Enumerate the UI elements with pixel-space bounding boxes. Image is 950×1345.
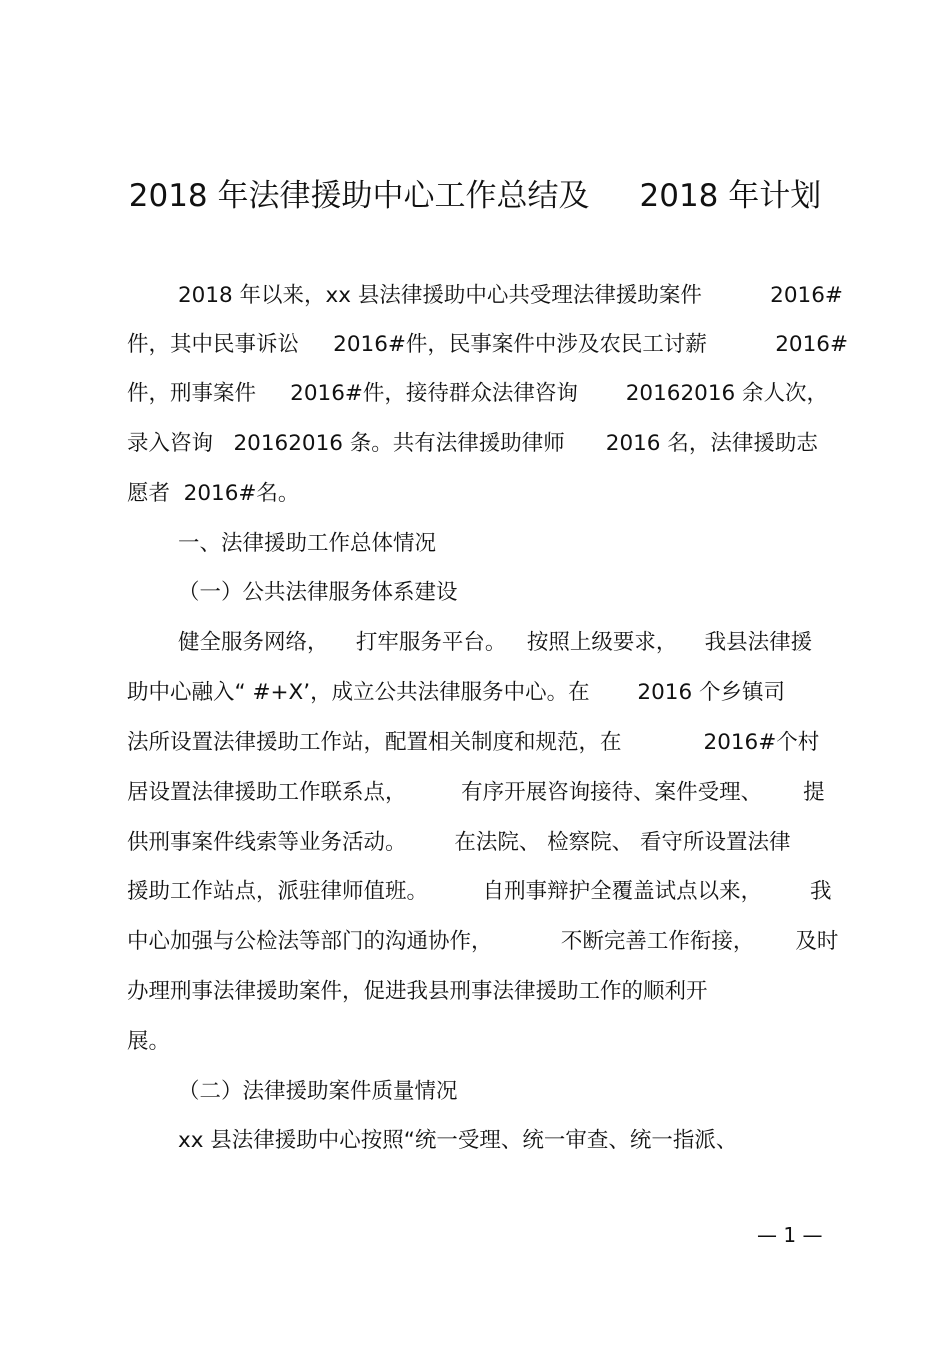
paragraph-line: 愿者 2016#名。 [127, 481, 300, 506]
paragraph-line: 展。 [127, 1029, 171, 1054]
document-title [0, 172, 950, 220]
title-part-1: 2018 年法律援助中心工作总结及 [128, 178, 590, 214]
title-part-2: 2018 年计划 [639, 178, 822, 214]
section-heading: 一、法律援助工作总体情况 [178, 531, 437, 556]
subsection-heading: （一）公共法律服务体系建设 [178, 580, 458, 605]
paragraph-line: 中心加强与公检法等部门的沟通协作， 不断完善工作衔接， 及时 [127, 929, 839, 954]
paragraph-line: 健全服务网络， 打牢服务平台。 按照上级要求， 我县法律援 [178, 630, 813, 655]
paragraph-line: 援助工作站点，派驻律师值班。 自刑事辩护全覆盖试点以来， 我 [127, 879, 832, 904]
paragraph-line: 办理刑事法律援助案件，促进我县刑事法律援助工作的顺利开 [127, 979, 708, 1004]
paragraph-line: xx 县法律援助中心按照“统一受理、统一审查、统一指派、 [178, 1128, 738, 1153]
paragraph-line: 法所设置法律援助工作站，配置相关制度和规范，在 2016#个村 [127, 730, 820, 755]
paragraph-line: 助中心融入“ #+X’，成立公共法律服务中心。在 2016 个乡镇司 [127, 680, 785, 705]
paragraph-line: 录入咨询 20162016 条。共有法律援助律师 2016 名，法律援助志 [127, 431, 818, 456]
paragraph-line: 供刑事案件线索等业务活动。 在法院、 检察院、 看守所设置法律 [127, 830, 791, 855]
paragraph-line: 2018 年以来，xx 县法律援助中心共受理法律援助案件 2016# [178, 283, 843, 308]
subsection-heading: （二）法律援助案件质量情况 [178, 1079, 458, 1104]
paragraph-line: 件，刑事案件 2016#件，接待群众法律咨询 20162016 余人次， [127, 381, 829, 406]
paragraph-line: 居设置法律援助工作联系点， 有序开展咨询接待、案件受理、 提 [127, 780, 825, 805]
paragraph-line: 件，其中民事诉讼 2016#件，民事案件中涉及农民工讨薪 2016# [127, 332, 848, 357]
page-number: — 1 — [757, 1223, 823, 1247]
